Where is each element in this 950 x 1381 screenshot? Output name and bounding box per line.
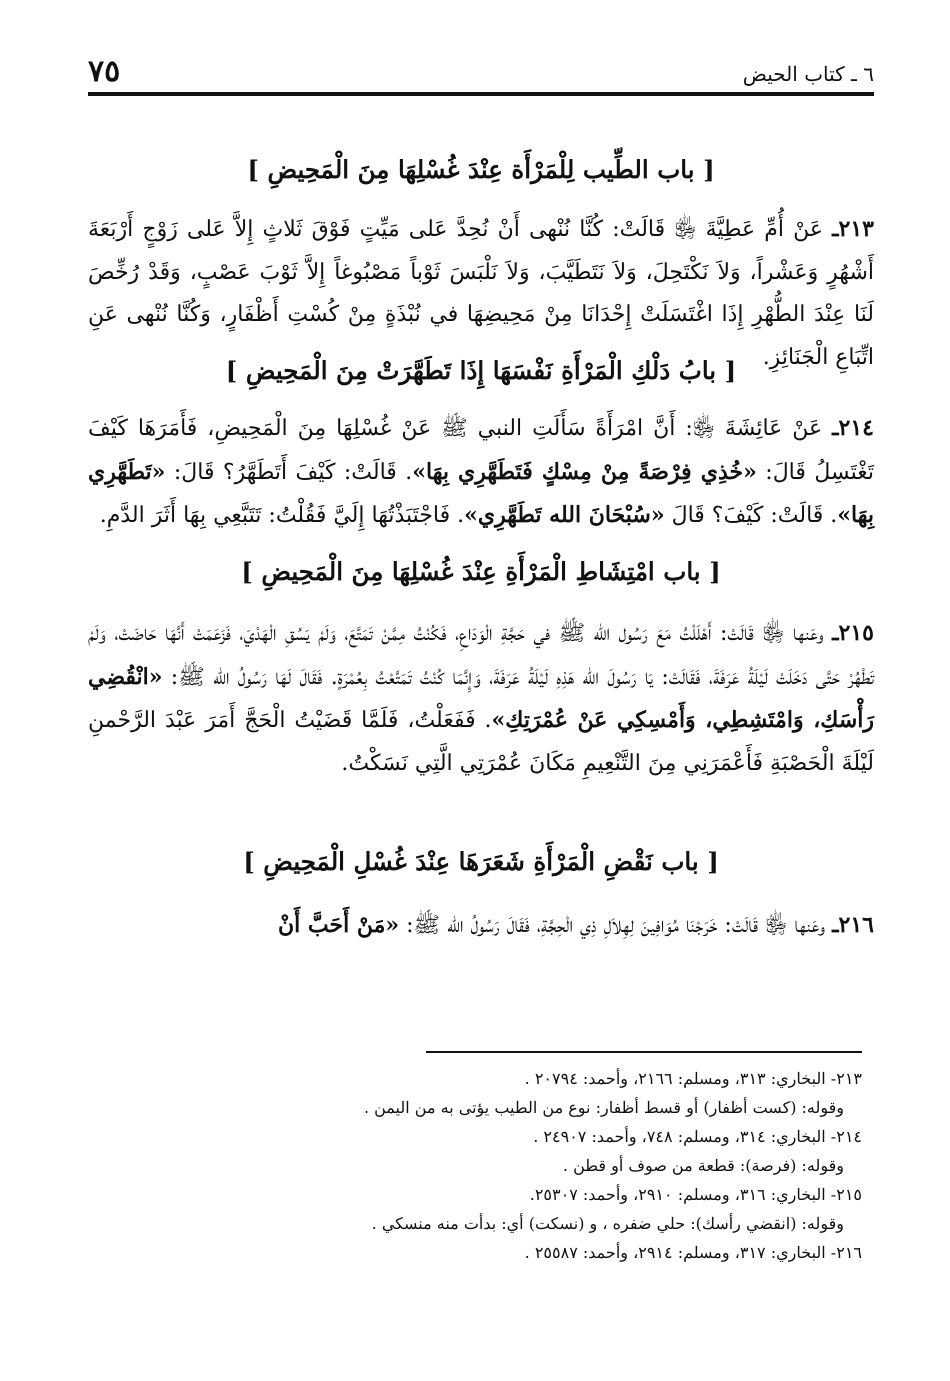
footnote-reference: ٢١٣- البخاري: ٣١٣، ومسلم: ٢١٦٦، وأحمد: ٢٠٧٩٤ . [524, 1069, 862, 1088]
hadith-text: . فَاجْتَبَذْتُهَا إِلَيَّ فَقُلْتُ: تَتَبَّعِي بِهَا أَثَرَ الدَّمِ. [99, 503, 465, 528]
prophetic-quote: «مَنْ أَحَبَّ أَنْ [277, 912, 400, 938]
footnote-reference: ٢١٤- البخاري: ٣١٤، ومسلم: ٧٤٨، وأحمد: ٢٤٩٠٧ . [533, 1127, 862, 1146]
hadith-paragraph [88, 904, 874, 948]
footnote-gloss: وقوله: (فرصة): قطعة من صوف أو قطن . [562, 1156, 844, 1175]
hadith-paragraph [88, 612, 874, 842]
hadith-number: ٢١٤ـ [832, 415, 874, 441]
prophetic-quote: «خُذِي فِرْصَةً مِنْ مِسْكٍ فَتَطَهَّرِي بِهَا» [412, 458, 757, 485]
hadith-text: وعَنها ﵂ قَالَتْ: خَرَجْنَا مُوَافِينَ لِهِلاَلِ ذِي الْحِجَّةِ، فَقَالَ رَسُولُ الله ﷺ: [399, 913, 826, 938]
footnote-reference: ٢١٦- البخاري: ٣١٧، ومسلم: ٢٩١٤، وأحمد: ٢٥٥٨٧ . [524, 1243, 862, 1262]
chapter-heading: [ باب امْتِشَاطِ الْمَرْأَةِ عِنْدَ غُسْلِهَا مِنَ الْمَحِيضِ ] [241, 557, 721, 586]
footnote-rule [426, 1051, 862, 1053]
prophetic-quote: «انْقُضِي رَأْسَكِ، وَامْتَشِطِي، وَأَمْسِكِي عَنْ عُمْرَتِكِ» [88, 663, 874, 733]
footnote-gloss: وقوله: (انقضي رأسك): حلي ضفره ، و (نسكت) أي: بدأت منه منسكي . [371, 1214, 844, 1233]
hadith-text: . قَالَتْ: كَيْفَ أَتَطَهَّرُ؟ قَالَ: [165, 459, 413, 485]
footnote-reference: ٢١٥- البخاري: ٣١٦، ومسلم: ٢٩١٠، وأحمد: ٢٥٣٠٧. [529, 1185, 862, 1204]
prophetic-quote: «سُبْحَانَ الله تَطَهَّرِي» [464, 502, 665, 528]
header-rule [88, 92, 874, 96]
hadith-paragraph [88, 407, 874, 552]
prophetic-quote: «تَطَهَّرِي بِهَا» [88, 458, 874, 528]
hadith-paragraph [88, 208, 874, 370]
hadith-text: عَنْ أُمِّ عَطِيَّةَ ﵂ قَالَتْ: كُنَّا نُنْهى أَنْ نُحِدَّ عَلى مَيِّتٍ فَوْقَ ثَلاثٍ إِلاَّ عَلى زَوْجٍ أَرْبَعَةَ أَشْهُرٍ وَعَشْراً، وَلاَ نَكْتَحِلَ، وَلاَ نَتَطَيَّبَ، وَلاَ نَلْبَسَ ثَوْباً مَصْبُوغاً إِلاَّ ثَوْبَ عَصْبٍ، وَقَدْ رُخِّصَ لَنَا عِنْدَ الطُّهْرِ إِذَا اغْتَسَلَتْ إِحْدَانَا مِنْ مَحِيضِهَا في نُبْذَةٍ مِنْ كُسْتِ أَظْفَارٍ، وَكُنَّا نُنْهى عَنِ اتِّبَاعِ الْجَنَائِزِ. [88, 217, 874, 370]
hadith-number: ٢١٣ـ [832, 216, 874, 242]
hadith-text: . فَفَعَلْتُ، فَلَمَّا قَضَيْتُ الْحَجَّ أَمَرَ عَبْدَ الرَّحْمنِ لَيْلَةَ الْحَصْبَةِ فَأَعْمَرَنِي مِنَ التَّنْعِيمِ مَكَانَ عُمْرَتِي الَّتِي نَسَكْتُ. [88, 708, 874, 776]
footnote-gloss: وقوله: (كست أظفار) أو قسط أظفار: نوع من الطيب يؤتى به من اليمن . [363, 1098, 844, 1117]
main-text [88, 150, 874, 948]
chapter-heading: [ بابُ دَلْكِ الْمَرْأَةِ نَفْسَهَا إِذَا تَطَهَّرَتْ مِنَ الْمَحِيضِ ] [225, 356, 737, 385]
hadith-text: وعَنها ﵂ قَالَتْ: أَهْلَلْتُ مَعَ رَسُول الله ﷺ في حَجَّةِ الْوَدَاعِ، فَكُنْتُ مِمَّنْ تَمَتَّعَ، وَلَمْ يَسُقِ الْهَدْيَ، فَزَعَمَتْ أَنَّهَا حَاضَتْ، وَلَمْ تَطْهُرْ حَتَّى دَخَلَتْ لَيْلَةُ عَرَفَةَ، فَقَالَتْ: يَا رَسُولَ الله هَذِهِ لَيْلَةُ عَرَفَةَ، وَإِنَّمَا كُنْتُ تَمَتَّعْتُ بِعُمْرَةٍ. فَقَالَ لَهَا رَسُولُ الله ﷺ: [88, 621, 874, 690]
footnotes [162, 1064, 862, 1267]
page-number: ٧٥ [88, 54, 121, 89]
running-title: ٦ ـ كتاب الحيض [742, 62, 874, 86]
chapter-heading: [ باب الطِّيب لِلْمَرْأَة عِنْدَ غُسْلِهَا مِنَ الْمَحِيضِ ] [247, 155, 715, 184]
hadith-text: عَنْ عَائِشَةَ ﵂: أَنَّ امْرَأَةً سَأَلَتِ النبي ﷺ عَنْ غُسْلِهَا مِنَ الْمَحِيضِ، فَأَمَرَهَا كَيْفَ تَغْتَسِلُ قَالَ: [88, 416, 874, 485]
chapter-heading: [ باب نَقْضِ الْمَرْأَةِ شَعَرَهَا عِنْدَ غُسْلِ الْمَحِيضِ ] [243, 847, 719, 876]
page-header [88, 54, 874, 94]
hadith-text: . قَالَتْ: كَيْفَ؟ قَالَ [664, 503, 838, 528]
hadith-number: ٢١٥ـ [832, 620, 874, 646]
hadith-number: ٢١٦ـ [832, 912, 874, 938]
